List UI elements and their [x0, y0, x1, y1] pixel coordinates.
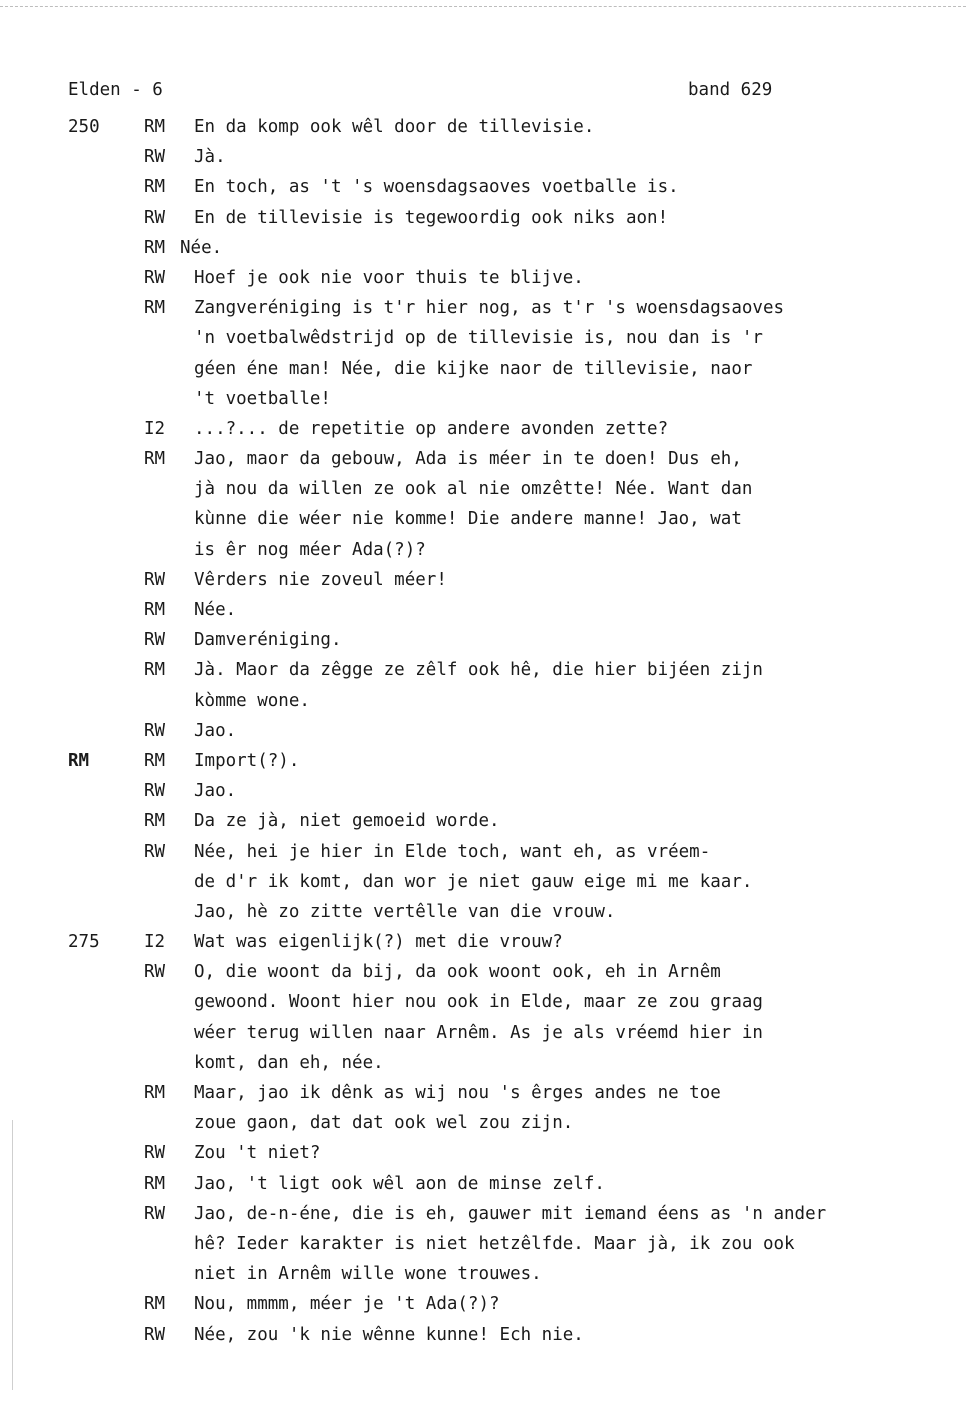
utterance-text: Jao, de-n-éne, die is eh, gauwer mit iemand éens as 'n ander	[194, 1203, 827, 1224]
utterance-text: 'n voetbalwêdstrijd op de tillevisie is, nou dan is 'r	[194, 328, 763, 349]
transcript-line	[0, 957, 966, 987]
transcript-line	[0, 172, 966, 202]
transcript-line	[0, 323, 966, 353]
speaker-code: RW	[144, 781, 166, 802]
speaker-code: RM	[144, 1294, 166, 1315]
speaker-code: RW	[144, 630, 166, 651]
transcript-line	[0, 203, 966, 233]
speaker-code: RM	[144, 811, 166, 832]
line-number: 275	[68, 932, 100, 953]
speaker-code: RW	[144, 1203, 166, 1224]
utterance-text: zoue gaon, dat dat ook wel zou zijn.	[194, 1113, 574, 1134]
speaker-code: RM	[144, 449, 166, 470]
utterance-text: hê? Ieder karakter is niet hetzêlfde. Maar jà, ik zou ook	[194, 1233, 795, 1254]
transcript-line	[0, 384, 966, 414]
speaker-code: RM	[144, 750, 166, 771]
speaker-code: RW	[144, 962, 166, 983]
transcript-line	[0, 1289, 966, 1319]
utterance-text: En da komp ook wêl door de tillevisie.	[194, 117, 595, 137]
utterance-text: En de tillevisie is tegewoordig ook niks aon!	[194, 207, 669, 228]
utterance-text: En toch, as 't 's woensdagsaoves voetballe is.	[194, 177, 679, 198]
utterance-text: Jao, hè zo zitte vertêlle van die vrouw.	[194, 901, 616, 922]
utterance-text: wéer terug willen naar Arnêm. As je als vréemd hier in	[194, 1022, 763, 1043]
speaker-code: RW	[144, 1324, 166, 1345]
line-number: 250	[68, 117, 100, 137]
transcript-line	[0, 987, 966, 1017]
speaker-code: RM	[144, 237, 166, 258]
transcript-line	[0, 776, 966, 806]
utterance-text: is êr nog méer Ada(?)?	[194, 539, 426, 560]
utterance-text: 't voetballe!	[194, 388, 331, 409]
speaker-code: RM	[144, 1173, 166, 1194]
transcript-line	[0, 837, 966, 867]
utterance-text: Wat was eigenlijk(?) met die vrouw?	[194, 932, 563, 953]
transcript-line	[0, 504, 966, 534]
transcript-line	[0, 414, 966, 444]
speaker-code: RW	[144, 147, 166, 168]
utterance-text: Jà. Maor da zêgge ze zêlf ook hê, die hier bijéen zijn	[194, 660, 763, 681]
transcript-line	[0, 474, 966, 504]
transcript-lines	[0, 112, 966, 1350]
transcript-line	[0, 927, 966, 957]
utterance-text: Import(?).	[194, 750, 300, 771]
transcript-line	[0, 1018, 966, 1048]
utterance-text: jà nou da willen ze ook al nie omzêtte! Née. Want dan	[194, 479, 753, 500]
utterance-text: kòmme wone.	[194, 690, 310, 711]
speaker-code: RM	[144, 1083, 166, 1103]
utterance-text: Maar, jao ik dênk as wij nou 's êrges andes ne toe	[194, 1083, 721, 1103]
utterance-text: géen éne man! Née, die kijke naor de tillevisie, naor	[194, 358, 753, 379]
utterance-text: Jao, maor da gebouw, Ada is méer in te doen! Dus eh,	[194, 449, 742, 470]
utterance-text: Née, zou 'k nie wênne kunne! Ech nie.	[194, 1324, 584, 1345]
transcript-line	[0, 1138, 966, 1168]
transcript-line	[0, 595, 966, 625]
speaker-code: RW	[144, 720, 166, 741]
utterance-text: Jao.	[194, 781, 237, 802]
utterance-text: Jà.	[194, 147, 226, 168]
header-tape-number: band 629	[688, 80, 773, 100]
transcript-line	[0, 867, 966, 897]
transcript-line	[0, 1078, 966, 1108]
transcript-line	[0, 354, 966, 384]
transcript-line	[0, 1199, 966, 1229]
transcript-line	[0, 806, 966, 836]
speaker-code: RW	[144, 569, 166, 590]
speaker-code: RW	[144, 207, 166, 228]
transcript-line	[0, 1320, 966, 1350]
transcript-line	[0, 1169, 966, 1199]
speaker-code: I2	[144, 418, 166, 439]
transcript-line	[0, 444, 966, 474]
utterance-text: Zangveréniging is t'r hier nog, as t'r 's woensdagsaoves	[194, 298, 785, 319]
header-location: Elden - 6	[68, 80, 163, 100]
speaker-code: RW	[144, 841, 166, 862]
utterance-text: Da ze jà, niet gemoeid worde.	[194, 811, 500, 832]
utterance-text: O, die woont da bij, da ook woont ook, eh in Arnêm	[194, 962, 721, 983]
utterance-text: komt, dan eh, née.	[194, 1052, 384, 1073]
transcript-line	[0, 142, 966, 172]
utterance-text: ...?... de repetitie op andere avonden zette?	[194, 418, 669, 439]
speaker-code: RM	[144, 660, 166, 681]
utterance-text: Née.	[180, 237, 223, 258]
transcript-line	[0, 686, 966, 716]
utterance-text: Damveréniging.	[194, 630, 342, 651]
utterance-text: Vêrders nie zoveul méer!	[194, 569, 447, 590]
transcript-line	[0, 1048, 966, 1078]
speaker-code: I2	[144, 932, 166, 953]
utterance-text: kùnne die wéer nie komme! Die andere manne! Jao, wat	[194, 509, 742, 530]
transcript-line	[0, 263, 966, 293]
transcript-line	[0, 535, 966, 565]
transcript-line	[0, 1229, 966, 1259]
utterance-text: Nou, mmmm, méer je 't Ada(?)?	[194, 1294, 500, 1315]
margin-note: RM	[68, 750, 90, 771]
utterance-text: Née.	[194, 600, 237, 620]
speaker-code: RM	[144, 177, 166, 198]
transcript-line	[0, 746, 966, 776]
transcript-line	[0, 625, 966, 655]
utterance-text: Jao, 't ligt ook wêl aon de minse zelf.	[194, 1173, 605, 1194]
speaker-code: RM	[144, 298, 166, 319]
transcript-line	[0, 293, 966, 323]
transcript-line	[0, 233, 966, 263]
page-header	[0, 80, 966, 106]
utterance-text: gewoond. Woont hier nou ook in Elde, maar ze zou graag	[194, 992, 763, 1013]
transcript-line	[0, 1259, 966, 1289]
speaker-code: RM	[144, 117, 166, 137]
transcript-line	[0, 716, 966, 746]
utterance-text: Jao.	[194, 720, 237, 741]
speaker-code: RW	[144, 267, 166, 288]
speaker-code: RM	[144, 600, 166, 620]
utterance-text: Zou 't niet?	[194, 1143, 321, 1164]
transcript-line	[0, 112, 966, 142]
transcript-line	[0, 565, 966, 595]
transcript-line	[0, 1108, 966, 1138]
utterance-text: niet in Arnêm wille wone trouwes.	[194, 1264, 542, 1285]
utterance-text: de d'r ik komt, dan wor je niet gauw eige mi me kaar.	[194, 871, 753, 892]
utterance-text: Née, hei je hier in Elde toch, want eh, as vréem-	[194, 841, 711, 862]
transcript-line	[0, 655, 966, 685]
speaker-code: RW	[144, 1143, 166, 1164]
transcript-line	[0, 897, 966, 927]
utterance-text: Hoef je ook nie voor thuis te blijve.	[194, 267, 584, 288]
top-rule	[0, 6, 966, 7]
